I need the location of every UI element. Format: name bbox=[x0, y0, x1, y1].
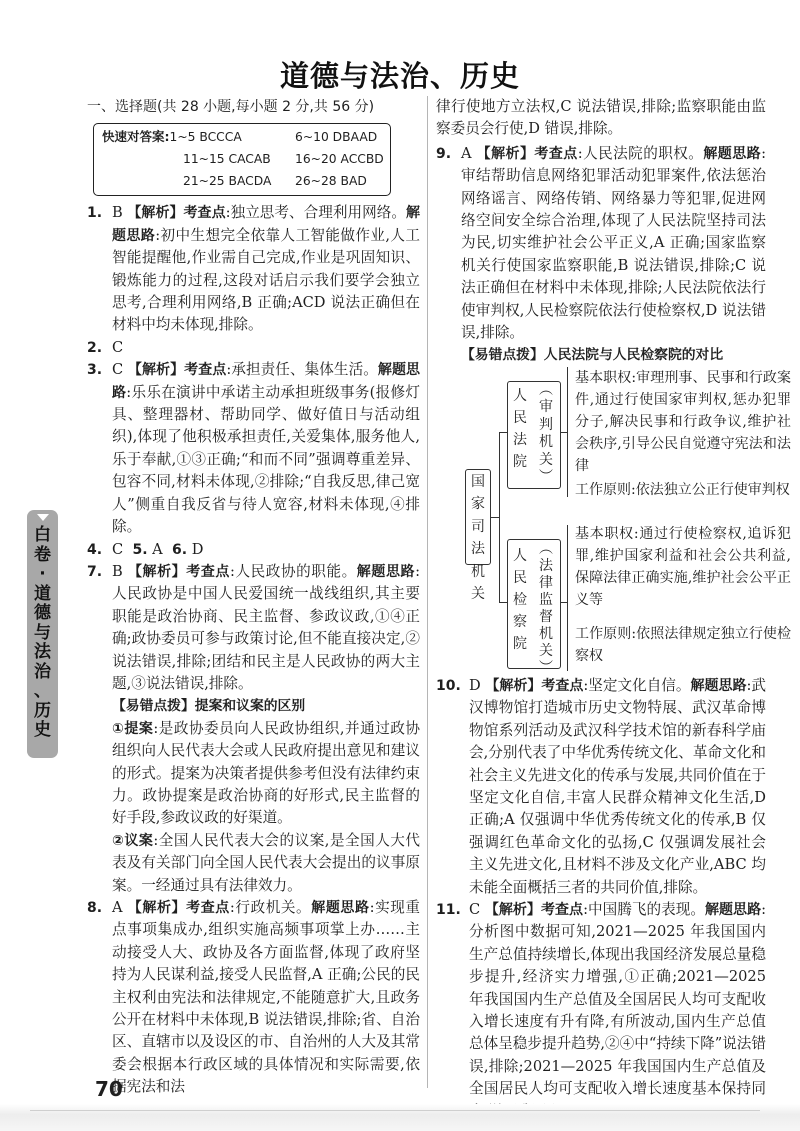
question-10: 10. D 【解析】考查点:坚定文化自信。解题思路:武汉博物馆打造城市历史文物特展、武汉革命博物馆系列活动及武汉科学技术馆的新春科学庙会,分别代表了中华优秀传统文化、革命文化和社会主义先进文化的传承与发展,共同价值在于坚定文化自信,丰富人民群众精神文化生活,D 正确;A 仅强调中华优秀传统文化的传承,B 仅强调红色革命文化的弘扬,C 仅强调发展社会主义先进文化,且材料不涉及文化产业,ABC 均未能全面概括三者的共同价值,排除。 bbox=[436, 676, 767, 896]
question-9: 9. A 【解析】考查点:人民法院的职权。解题思路:审结帮助信息网络犯罪活动犯罪案件,依法惩治网络谣言、网络传销、网络暴力等犯罪,促进网络空间安全综合治理,体现了人民法院坚持司法为民,切实维护社会公平正义,A 正确;国家监察机关行使国家监察职能,B 说法错误,排除;C 说法正确但在材料中未体现,排除;人民法院依法行使审判权,人民检察院依法行使检察权,D 说法错误,排除。 bbox=[436, 144, 767, 342]
procuratorate-duty: 基本职权:通过行使检察权,追诉犯罪,维护国家利益和社会公共利益,保障法律正确实施,维护社会公平正义等 bbox=[575, 525, 791, 608]
tip-court-vs-procuratorate bbox=[436, 344, 791, 676]
left-column bbox=[87, 96, 420, 1099]
section-heading: 一、选择题(共 28 小题,每小题 2 分,共 56 分) bbox=[87, 99, 375, 115]
question-8-body-part1: :实现重点事项集成办,组织实施高频事项掌上办……主动接受人大、政协及各方面监督,体现了政府坚持为人民谋利益,接受人民监督,A 正确;公民的民主权利由宪法和法律规定,不能随意扩大,且政务公开在材料中未体现,B 说法错误,排除;省、自治区、直辖市以及设区的市、自治州的人大及其常委会根据本行政区域的具体情况和实际需要,依据宪法和法 bbox=[112, 899, 421, 1096]
questions-4-6: 4. C 5. A 6. D bbox=[87, 540, 204, 558]
answer-cell: 11~15 CACAB bbox=[183, 152, 271, 167]
question-7: 7. B 【解析】考查点:人民政协的职能。解题思路:人民政协是中国人民爱国统一战线组织,其主要职能是政治协商、民主监督、参政议政,①④正确;政协委员可参与政策讨论,但不能直接决定,②说法错误,排除;团结和民主是人民政协的两大主题,③说法错误,排除。 bbox=[87, 562, 421, 692]
tip-title: 【易错点拨】提案和议案的区别 bbox=[112, 698, 306, 715]
procuratorate-name: 人 民 检 察 院 bbox=[513, 547, 527, 652]
court-name: 人 民 法 院 bbox=[513, 387, 527, 470]
court-principle: 工作原则:依法独立公正行使审判权 bbox=[575, 481, 790, 498]
page-title: 道德与法治、历史 bbox=[279, 59, 520, 93]
court-duty: 基本职权:审理刑事、民事和行政案件,通过行使国家审判权,惩办犯罪分子,解决民事和行政争议,维护社会秩序,引导公民自觉遵守宪法和法律 bbox=[575, 369, 791, 474]
procuratorate-principle: 工作原则:依照法律规定独立行使检察权 bbox=[575, 625, 791, 664]
right-column bbox=[436, 96, 791, 1123]
side-tab bbox=[27, 510, 58, 758]
page-bottom-shadow bbox=[0, 1104, 800, 1131]
page-number: 70 bbox=[95, 1077, 123, 1101]
answer-cell: 1~5 BCCCA bbox=[169, 130, 242, 145]
question-2: 2. C bbox=[87, 338, 124, 356]
connector bbox=[499, 432, 507, 433]
connector bbox=[567, 367, 568, 497]
question-8-body-part2: 律行使地方立法权,C 说法错误,排除;监察职能由监察委员会行使,D 错误,排除。 bbox=[436, 98, 766, 138]
quick-answer-label: 快速对答案: bbox=[102, 129, 170, 145]
answer-cell: 26~28 BAD bbox=[295, 174, 367, 189]
question-1: 1. B 【解析】考查点:独立思考、合理利用网络。解题思路:初中生想完全依靠人工智能做作业,人工智能提醒他,作业需自己完成,作业是巩固知识、锻炼能力的过程,这段对话启示我们要学会独立思考,合理利用网络,B 正确;ACD 说法正确但在材料中均未体现,排除。 bbox=[87, 204, 421, 334]
side-tab-label: 白 卷 · 道 德 与 法 治 、 历 史 bbox=[34, 525, 51, 740]
connector bbox=[499, 602, 507, 603]
question-11: 11. C 【解析】考查点:中国腾飞的表现。解题思路:分析图中数据可知,2021—2025 年我国国内生产总值持续增长,体现出我国经济发展总量稳步提升,经济实力增强,①正确;2021—2025 年我国国内生产总值及全国居民人均可支配收入增长速度有升有降,有所波动,国内生产总值总体呈稳步提升趋势,②④中“持续下降”说法错误,排除;2021—2025 年我国国内生产总值及全国居民人均可支配收入增长速度基本保持同 bbox=[436, 900, 767, 1098]
triangle-marker-icon bbox=[37, 514, 49, 521]
connector bbox=[499, 432, 500, 602]
court-role: ︵ 审 判 机 关 ︶ bbox=[539, 381, 553, 486]
answer-cell: 6~10 DBAAD bbox=[295, 130, 378, 145]
court-procuratorate-diagram bbox=[461, 367, 791, 676]
tip-title: 【易错点拨】人民法院与人民检察院的对比 bbox=[461, 347, 724, 364]
question-3: 3. C 【解析】考查点:承担责任、集体生活。解题思路:乐乐在演讲中承诺主动承担班级事务(报修灯具、整理器材、帮助同学、做好值日与活动组织),体现了他积极承担责任,关爱集体,服务他人,乐于奉献,①③正确;“和而不同”强调尊重差异、包容不同,材料未体现,②排除;“自我反思,律己宽人”侧重自我反省与待人宽容,材料未体现,④排除。 bbox=[87, 361, 421, 536]
column-divider bbox=[427, 96, 428, 1088]
answer-cell: 21~25 BACDA bbox=[183, 174, 272, 189]
root-node-label: 国 家 司 法 机 关 bbox=[471, 473, 485, 603]
connector bbox=[491, 517, 499, 518]
procuratorate-role: ︵ 法 律 监 督 机 关 ︶ bbox=[539, 540, 553, 676]
connector bbox=[567, 525, 568, 671]
answer-cell: 16~20 ACCBD bbox=[295, 152, 384, 167]
bottom-rule bbox=[30, 1110, 760, 1111]
question-8-continued bbox=[436, 96, 766, 141]
tip-proposal-vs-motion: 【易错点拨】提案和议案的区别 ①提案:是政协委员向人民政协组织,并通过政协组织向人民代表大会或人民政府提出意见和建议的形式。提案为决策者提供参考但没有法律约束力。政协提案是政治协商的好形式,民主监督的好手段,参政议政的好渠道。 ②议案:全国人民代表大会的议案,是全国人大代表及有关部门向全国人民代表大会提出的议事原案。一经通过具有法律效力。 bbox=[87, 695, 420, 897]
question-8: 8. A 【解析】考查点:行政机关。解题思路:实现重点事项集成办,组织实施高频事项掌上办……主动接受人大、政协及各方面监督,体现了政府坚持为人民谋利益,接受人民监督,A 正确;公民的民主权利由宪法和法律规定,不能随意扩大,且政务公开在材料中未体现,B 说法错误,排除;省、自治区、直辖市以及设区的市、自治州的人大及其常委会根据本行政区域的具体情况和实际需要,依据宪法和法 bbox=[87, 899, 421, 1096]
quick-answer-box bbox=[93, 123, 391, 196]
